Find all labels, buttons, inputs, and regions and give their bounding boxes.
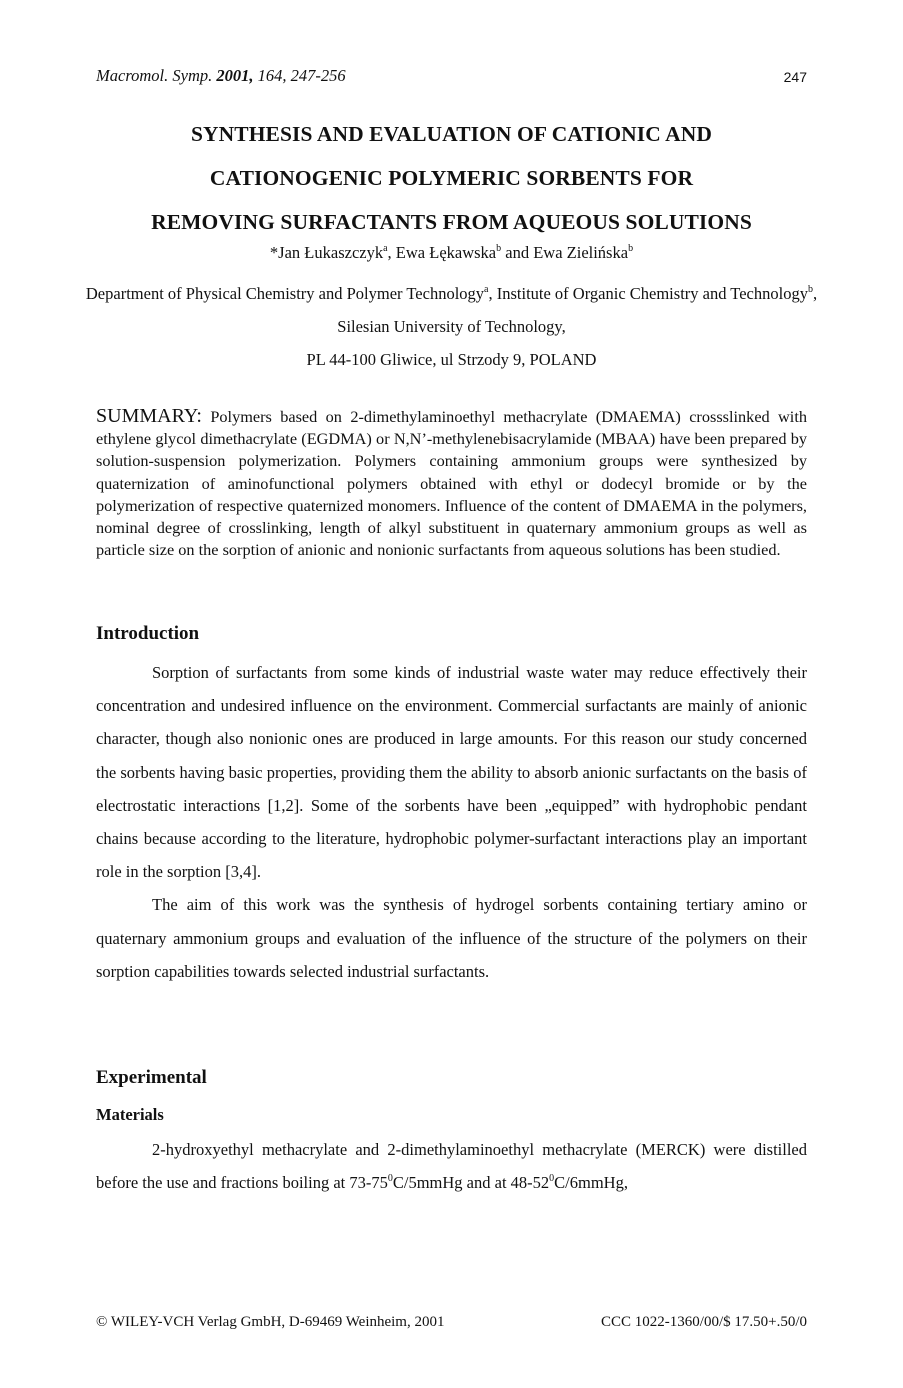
title-line-1: SYNTHESIS AND EVALUATION OF CATIONIC AND bbox=[190, 122, 713, 146]
materials-text-a: 2-hydroxyethyl methacrylate and 2-dimethylaminoethyl methacrylate (MERCK) were distilled before the use and fractions boiling at 73-75 bbox=[96, 1140, 807, 1193]
materials-body bbox=[96, 1133, 807, 1199]
journal-volume-pages: 164, 247-256 bbox=[257, 66, 346, 85]
journal-year: 2001, bbox=[216, 66, 254, 85]
section-heading-experimental: Experimental bbox=[96, 1067, 207, 1088]
author-list bbox=[60, 243, 843, 263]
journal-name: Macromol. Symp. bbox=[96, 66, 213, 85]
page-number: 247 bbox=[783, 69, 807, 85]
author-2-affil-mark: b bbox=[496, 243, 502, 254]
section-heading-introduction: Introduction bbox=[96, 623, 200, 644]
footer-ccc-code: CCC 1022-1360/00/$ 17.50+.50/0 bbox=[601, 1314, 807, 1330]
affiliation-part-1: Department of Physical Chemistry and Polymer Technology bbox=[85, 284, 485, 303]
footer-copyright: © WILEY-VCH Verlag GmbH, D-69469 Weinheim, 2001 bbox=[96, 1314, 445, 1330]
author-1-affil-mark: a bbox=[383, 243, 388, 254]
materials-text-c: C/6mmHg, bbox=[554, 1173, 628, 1193]
affiliation-part-2: , Institute of Organic Chemistry and Technology bbox=[488, 284, 808, 303]
affiliation-mark-b: b bbox=[807, 284, 813, 295]
summary-text: Polymers based on 2-dimethylaminoethyl methacrylate (DMAEMA) crossslinked with ethylene glycol dimethacrylate (EGDMA) or N,N’-methylenebisacrylamide (MBAA) have been prepared by solution-suspension polymerization. Polymers containing ammonium groups were synthesized by quaternization of aminofunctional polymers obtained with ethyl or dodecyl bromide or by the polymerization of respective quaternized monomers. Influence of the content of DMAEMA in the polymers, nominal degree of crosslinking, length of alkyl substituent in quaternary ammonium groups as well as particle size on the sorption of anionic and nonionic surfactants from aqueous solutions has been studied. bbox=[96, 407, 807, 560]
affiliation-part-3: , Silesian University of Technology, bbox=[337, 284, 818, 336]
title-line-3: REMOVING SURFACTANTS FROM AQUEOUS SOLUTIONS bbox=[151, 210, 752, 234]
running-header bbox=[96, 66, 807, 88]
affiliations bbox=[60, 277, 843, 376]
degree-mark-2: 0 bbox=[549, 1173, 555, 1185]
affiliation-lines-1-2 bbox=[60, 277, 843, 343]
summary-abstract bbox=[96, 405, 807, 561]
introduction-paragraph-1: Sorption of surfactants from some kinds of industrial waste water may reduce effectively their concentration and undesired influence on the environment. Commercial surfactants are mainly of anionic character, though also nonionic ones are produced in large amounts. For this reason our study concerned the sorbents having basic properties, providing them the ability to absorb anionic surfactants on the basis of electrostatic interactions [1,2]. Some of the sorbents have been „equipped” with hydrophobic pendant chains because according to the literature, hydrophobic polymer-surfactant interactions play an important role in the sorption [3,4]. bbox=[96, 663, 807, 882]
affiliation-mark-a: a bbox=[484, 284, 489, 295]
materials-paragraph-1 bbox=[96, 1133, 807, 1199]
author-1: *Jan Łukaszczyk bbox=[269, 243, 384, 262]
materials-text-b: C/5mmHg and at 48-52 bbox=[392, 1173, 550, 1193]
author-2: , Ewa Łękawska bbox=[387, 243, 497, 262]
introduction-paragraph-2: The aim of this work was the synthesis of hydrogel sorbents containing tertiary amino or quaternary ammonium groups and evaluation of the influence of the structure of the polymers on their sorption capabilities towards selected industrial surfactants. bbox=[96, 895, 807, 981]
affiliation-address: PL 44-100 Gliwice, ul Strzody 9, POLAND bbox=[306, 350, 597, 369]
journal-citation bbox=[96, 66, 346, 86]
paper-title bbox=[60, 112, 843, 244]
subsection-heading-materials: Materials bbox=[96, 1105, 164, 1124]
author-3-affil-mark: b bbox=[628, 243, 634, 254]
introduction-body bbox=[96, 656, 807, 988]
summary-label: SUMMARY: bbox=[96, 405, 202, 427]
title-line-2: CATIONOGENIC POLYMERIC SORBENTS FOR bbox=[209, 166, 694, 190]
author-3: and Ewa Zielińska bbox=[501, 243, 629, 262]
degree-mark-1: 0 bbox=[387, 1173, 393, 1185]
